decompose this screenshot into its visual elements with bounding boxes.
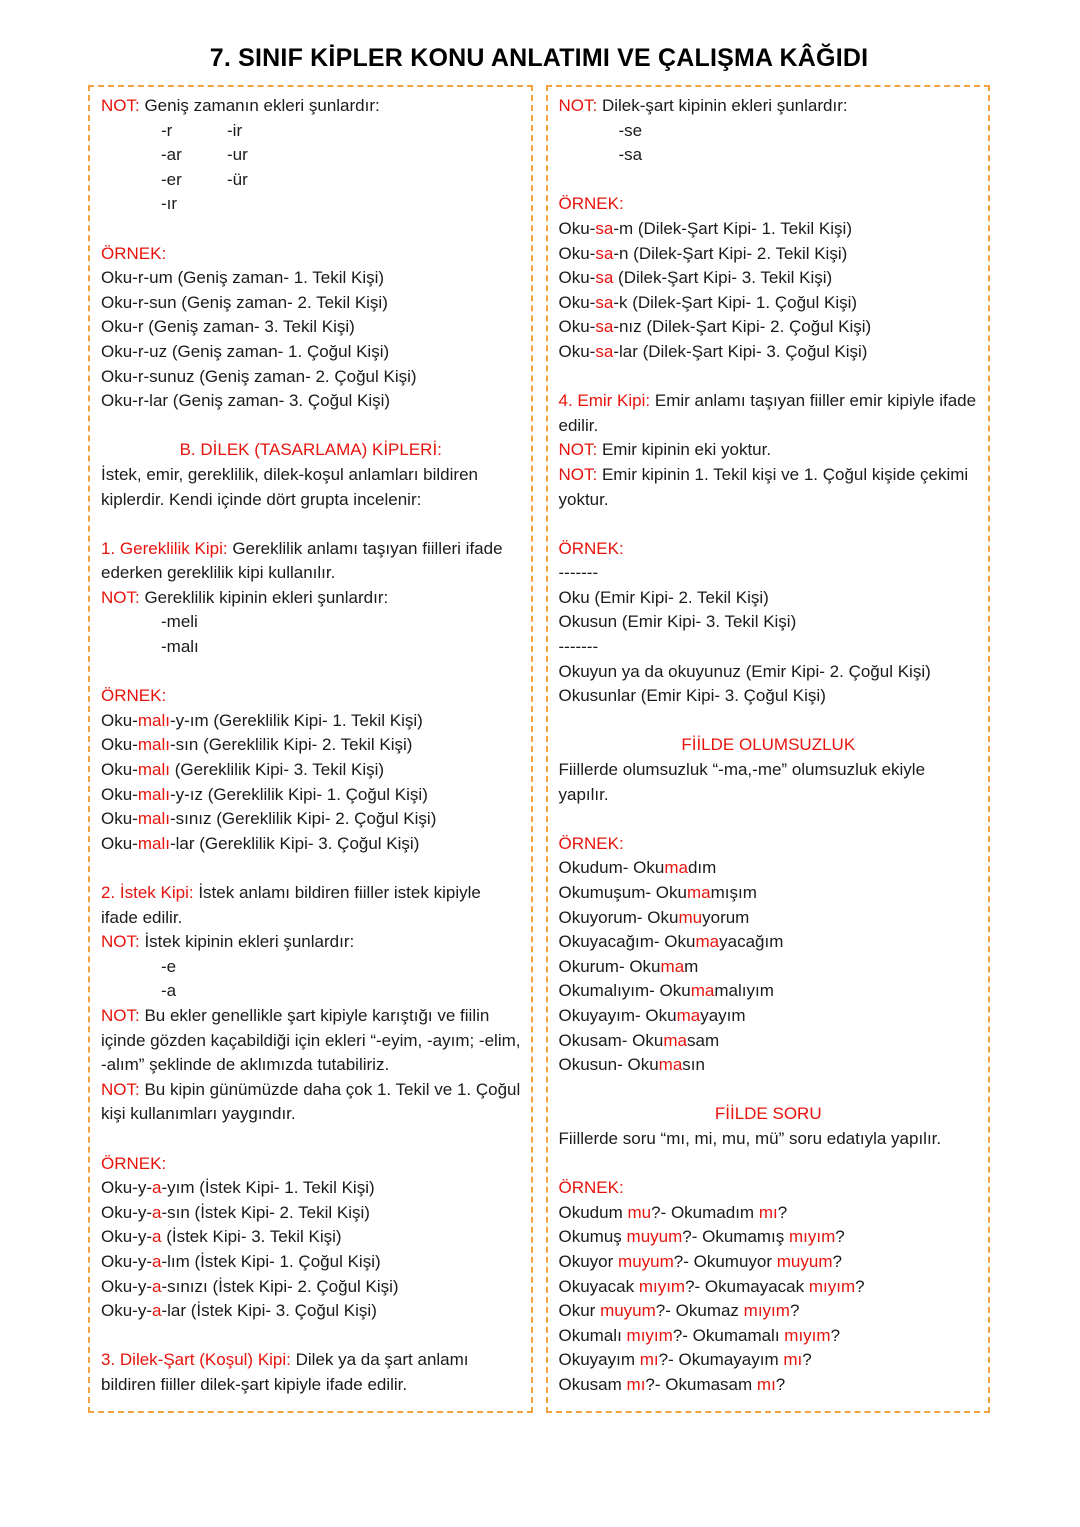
highlighted-text: malı	[137, 809, 170, 829]
plain-text: İstek anlamı bildiren fiiller istek kipiyle ifade edilir.	[101, 883, 486, 927]
plain-text: yacağım	[719, 932, 784, 952]
plain-text: Fiillerde olumsuzluk “-ma,-me” olumsuzluk ekiyle yapılır.	[558, 760, 930, 804]
highlighted-text: NOT:	[101, 932, 140, 952]
highlighted-text: ÖRNEK:	[558, 538, 624, 558]
text-line	[101, 242, 521, 267]
blank-line	[101, 660, 521, 685]
highlighted-text: malı	[137, 833, 170, 853]
text-line	[559, 119, 979, 144]
text-line	[101, 168, 521, 193]
highlighted-text: mıyım	[638, 1276, 686, 1296]
plain-text: -y-ız (Gereklilik Kipi- 1. Çoğul Kişi)	[169, 784, 428, 804]
text-line	[559, 733, 979, 758]
text-line	[559, 1225, 979, 1250]
text-line	[559, 758, 979, 807]
text-line	[559, 242, 979, 267]
text-line	[101, 881, 521, 930]
text-line	[101, 709, 521, 734]
plain-text: -ur	[227, 145, 248, 165]
text-line	[101, 463, 521, 512]
text-line	[559, 389, 979, 438]
plain-text: Dilek ya da şart anlamı bildiren fiiller dilek-şart kipiyle ifade edilir.	[101, 1350, 474, 1394]
text-line	[559, 1299, 979, 1324]
text-line	[559, 1201, 979, 1226]
plain-text: m	[684, 956, 699, 976]
plain-text: (Gereklilik Kipi- 3. Tekil Kişi)	[169, 760, 385, 780]
text-line	[101, 119, 521, 144]
text-line	[559, 438, 979, 463]
highlighted-text: malı	[137, 710, 170, 730]
plain-text: ?	[789, 1301, 800, 1321]
plain-text: -e	[161, 956, 177, 976]
blank-line	[101, 1127, 521, 1152]
text-line	[101, 1348, 521, 1397]
plain-text: İstek kipinin ekleri şunlardır:	[139, 932, 355, 952]
text-line	[559, 1127, 979, 1152]
blank-line	[559, 807, 979, 832]
text-line	[101, 610, 521, 635]
highlighted-text: sa	[595, 341, 614, 361]
plain-text: Oku-r (Geniş zaman- 3. Tekil Kişi)	[101, 317, 355, 337]
plain-text: ?- Okumamalı	[672, 1325, 785, 1345]
text-line	[559, 610, 979, 635]
plain-text: -r	[161, 120, 173, 140]
text-line	[559, 1102, 979, 1127]
plain-text: yayım	[700, 1005, 746, 1025]
plain-text: Oku-	[558, 292, 596, 312]
plain-text: -lar (Dilek-Şart Kipi- 3. Çoğul Kişi)	[613, 341, 868, 361]
plain-text: Oku-r-sunuz (Geniş zaman- 2. Çoğul Kişi)	[101, 366, 417, 386]
blank-line	[559, 709, 979, 734]
plain-text: ?- Okumayayım	[658, 1350, 784, 1370]
highlighted-text: a	[152, 1276, 162, 1296]
blank-line	[101, 414, 521, 439]
highlighted-text: ma	[676, 1005, 701, 1025]
text-line	[101, 733, 521, 758]
text-line	[101, 955, 521, 980]
highlighted-text: ma	[664, 858, 688, 878]
text-line	[559, 930, 979, 955]
plain-text: -er	[161, 169, 182, 189]
plain-text: Oku-y-	[101, 1227, 152, 1247]
highlighted-text: 4. Emir Kipi:	[558, 391, 651, 411]
plain-text: ?- Okumasam	[645, 1374, 757, 1394]
text-line	[559, 856, 979, 881]
plain-text: -lım (İstek Kipi- 1. Çoğul Kişi)	[161, 1251, 381, 1271]
plain-text: Oku-	[101, 710, 138, 730]
blank-line	[559, 512, 979, 537]
highlighted-text: 2. İstek Kipi:	[101, 883, 194, 902]
text-line	[101, 315, 521, 340]
plain-text: Bu kipin günümüzde daha çok 1. Tekil ve 1. Çoğul kişi kullanımları yaygındır.	[101, 1079, 526, 1124]
plain-text: Oku-	[101, 760, 138, 780]
plain-text: Oku-r-lar (Geniş zaman- 3. Çoğul Kişi)	[101, 391, 391, 411]
text-line	[101, 438, 521, 463]
plain-text: -sa	[618, 145, 643, 165]
plain-text: Geniş zamanın ekleri şunlardır:	[139, 96, 380, 115]
highlighted-text: mu	[678, 907, 703, 927]
plain-text: Oku-	[558, 243, 596, 263]
plain-text: -sınızı (İstek Kipi- 2. Çoğul Kişi)	[161, 1276, 399, 1296]
plain-text: Okumalı	[558, 1325, 627, 1345]
text-line	[559, 660, 979, 685]
plain-text: Okuyor	[558, 1251, 619, 1271]
text-line	[101, 340, 521, 365]
text-line	[559, 561, 979, 586]
highlighted-text: muyum	[776, 1251, 833, 1271]
text-line	[559, 1029, 979, 1054]
plain-text: İstek, emir, gereklilik, dilek-koşul anlamları bildiren kiplerdir. Kendi içinde dört grupta incelenir:	[101, 464, 483, 509]
plain-text: -malı	[161, 637, 199, 657]
highlighted-text: a	[152, 1251, 162, 1271]
highlighted-text: sa	[595, 292, 614, 312]
highlighted-text: mı	[639, 1350, 659, 1370]
highlighted-text: mıyım	[789, 1227, 836, 1247]
highlighted-text: ÖRNEK:	[101, 686, 167, 706]
text-line	[101, 684, 521, 709]
plain-text: -lar (İstek Kipi- 3. Çoğul Kişi)	[161, 1301, 377, 1321]
highlighted-text: ÖRNEK:	[101, 243, 167, 263]
plain-text: -sın (İstek Kipi- 2. Tekil Kişi)	[161, 1202, 370, 1222]
text-line	[101, 365, 521, 390]
text-line	[101, 1225, 521, 1250]
text-line	[101, 1152, 521, 1177]
plain-text: ?- Okumayacak	[685, 1276, 809, 1296]
text-line	[101, 1299, 521, 1324]
plain-text: Oku-	[101, 833, 138, 853]
plain-text: yorum	[702, 907, 750, 927]
text-line	[559, 266, 979, 291]
plain-text: Gereklilik kipinin ekleri şunlardır:	[139, 587, 389, 607]
plain-text: Okusunlar (Emir Kipi- 3. Çoğul Kişi)	[558, 686, 826, 706]
plain-text: Oku-	[101, 784, 138, 804]
plain-text: (Dilek-Şart Kipi- 3. Tekil Kişi)	[613, 268, 833, 288]
text-line	[559, 192, 979, 217]
text-line	[101, 1250, 521, 1275]
plain-text: Oku (Emir Kipi- 2. Tekil Kişi)	[558, 587, 769, 607]
plain-text: Oku-	[558, 218, 596, 238]
plain-text: -meli	[161, 612, 198, 632]
plain-text: Okudum- Oku	[558, 858, 665, 878]
plain-text: Oku-r-uz (Geniş zaman- 1. Çoğul Kişi)	[101, 341, 390, 361]
plain-text: Oku-	[558, 317, 596, 337]
highlighted-text: muyum	[626, 1227, 683, 1247]
highlighted-text: mı	[758, 1202, 778, 1222]
highlighted-text: malı	[137, 760, 170, 780]
highlighted-text: ÖRNEK:	[101, 1153, 167, 1173]
highlighted-text: NOT:	[558, 464, 598, 484]
plain-text: Okurum- Oku	[558, 956, 661, 976]
plain-text: -ar	[161, 145, 182, 165]
text-line	[559, 586, 979, 611]
plain-text: Okumuş	[558, 1227, 627, 1247]
blank-line	[101, 217, 521, 242]
plain-text: Oku-r-sun (Geniş zaman- 2. Tekil Kişi)	[101, 292, 388, 312]
highlighted-text: a	[152, 1178, 162, 1198]
text-line	[101, 807, 521, 832]
text-line	[559, 955, 979, 980]
plain-text: ?	[832, 1251, 842, 1271]
highlighted-text: FİİLDE OLUMSUZLUK	[681, 735, 856, 755]
text-line	[559, 979, 979, 1004]
plain-text: ?- Okumadım	[651, 1202, 759, 1222]
highlighted-text: B. DİLEK (TASARLAMA) KİPLERİ:	[179, 440, 442, 460]
plain-text: ?	[830, 1325, 841, 1345]
text-line	[559, 635, 979, 660]
plain-text: Okuyorum- Oku	[558, 907, 679, 927]
plain-text: -------	[558, 637, 599, 657]
text-line	[101, 930, 521, 955]
highlighted-text: mı	[783, 1350, 803, 1370]
plain-text: ?	[777, 1202, 788, 1222]
highlighted-text: ÖRNEK:	[558, 194, 624, 214]
text-line	[101, 979, 521, 1004]
plain-text: Gereklilik anlamı taşıyan fiilleri ifade ederken gereklilik kipi kullanılır.	[101, 538, 508, 583]
text-line	[101, 1201, 521, 1226]
highlighted-text: ÖRNEK:	[558, 833, 624, 853]
plain-text: Oku-y-	[101, 1202, 152, 1222]
plain-text: Oku-	[101, 809, 138, 829]
text-line	[101, 1004, 526, 1078]
highlighted-text: ÖRNEK:	[558, 1178, 624, 1198]
plain-text: sın	[682, 1055, 705, 1075]
plain-text: mışım	[710, 883, 757, 902]
text-line	[559, 1275, 979, 1300]
plain-text: -ür	[227, 169, 248, 189]
plain-text: Okuyun ya da okuyunuz (Emir Kipi- 2. Çoğul Kişi)	[558, 661, 931, 681]
plain-text: ?- Okumuyor	[673, 1251, 777, 1271]
highlighted-text: NOT:	[101, 1005, 140, 1025]
text-line	[101, 1275, 521, 1300]
highlighted-text: NOT:	[558, 96, 598, 115]
plain-text: dım	[687, 858, 717, 878]
highlighted-text: NOT:	[558, 440, 598, 460]
plain-text: Oku-y-	[101, 1301, 152, 1321]
highlighted-text: 3. Dilek-Şart (Koşul) Kipi:	[101, 1350, 291, 1370]
highlighted-text: mıyım	[626, 1325, 673, 1345]
plain-text: ?	[775, 1374, 786, 1394]
highlighted-text: ma	[660, 956, 685, 976]
plain-text: Okuyacak	[558, 1276, 639, 1296]
plain-text: Oku-y-	[101, 1276, 152, 1296]
text-line	[101, 94, 521, 119]
highlighted-text: mıyım	[743, 1301, 790, 1321]
plain-text: Emir kipinin eki yoktur.	[597, 440, 772, 460]
plain-text: Okumalıyım- Oku	[558, 981, 691, 1001]
highlighted-text: mu	[627, 1202, 652, 1222]
text-line	[101, 1078, 526, 1127]
plain-text: -lar (Gereklilik Kipi- 3. Çoğul Kişi)	[169, 833, 420, 853]
highlighted-text: ma	[686, 883, 711, 902]
plain-text: Okumuşum- Oku	[558, 883, 687, 902]
two-column-layout	[88, 85, 990, 1413]
highlighted-text: sa	[595, 218, 614, 238]
plain-text: -nız (Dilek-Şart Kipi- 2. Çoğul Kişi)	[613, 317, 872, 337]
highlighted-text: mı	[756, 1374, 776, 1394]
text-line	[559, 1250, 979, 1275]
text-line	[559, 1373, 979, 1398]
blank-line	[559, 365, 979, 390]
text-line	[559, 1324, 979, 1349]
plain-text: malıyım	[714, 981, 774, 1001]
plain-text: -n (Dilek-Şart Kipi- 2. Tekil Kişi)	[613, 243, 848, 263]
text-line	[101, 143, 521, 168]
plain-text: Dilek-şart kipinin ekleri şunlardır:	[597, 96, 848, 115]
plain-text: Oku-y-	[101, 1251, 152, 1271]
plain-text: ?	[855, 1276, 865, 1296]
highlighted-text: NOT:	[101, 587, 140, 607]
highlighted-text: sa	[595, 243, 614, 263]
plain-text: -------	[558, 563, 599, 583]
text-line	[559, 315, 979, 340]
blank-line	[559, 1078, 979, 1103]
text-line	[559, 463, 979, 512]
text-line	[101, 291, 521, 316]
text-line	[559, 94, 979, 119]
highlighted-text: muyum	[600, 1301, 656, 1321]
text-line	[559, 537, 979, 562]
plain-text: Oku-	[558, 341, 596, 361]
blank-line	[101, 512, 521, 537]
text-line	[101, 266, 521, 291]
highlighted-text: a	[152, 1301, 162, 1321]
blank-line	[101, 1324, 521, 1349]
text-line	[101, 783, 521, 808]
plain-text: -k (Dilek-Şart Kipi- 1. Çoğul Kişi)	[613, 292, 858, 312]
highlighted-text: malı	[137, 784, 170, 804]
plain-text: -ir	[227, 120, 243, 140]
plain-text: Fiillerde soru “mı, mi, mu, mü” soru edatıyla yapılır.	[558, 1128, 942, 1148]
highlighted-text: ma	[695, 932, 720, 952]
plain-text: -y-ım (Gereklilik Kipi- 1. Tekil Kişi)	[169, 710, 423, 730]
plain-text: sam	[686, 1030, 720, 1050]
plain-text: Okusam	[558, 1374, 627, 1394]
plain-text: Okudum	[558, 1202, 628, 1222]
plain-text: Okusun- Oku	[558, 1055, 659, 1075]
plain-text: -yım (İstek Kipi- 1. Tekil Kişi)	[161, 1178, 375, 1198]
plain-text: ?	[802, 1350, 812, 1370]
highlighted-text: ma	[690, 981, 715, 1001]
highlighted-text: ma	[663, 1030, 687, 1050]
text-line	[559, 684, 979, 709]
plain-text: (İstek Kipi- 3. Tekil Kişi)	[161, 1227, 342, 1247]
plain-text: -se	[618, 120, 643, 140]
blank-line	[559, 168, 979, 193]
text-line	[101, 192, 521, 217]
text-line	[559, 1176, 979, 1201]
plain-text: Oku-	[101, 735, 138, 755]
text-line	[101, 537, 521, 586]
plain-text: Okusun (Emir Kipi- 3. Tekil Kişi)	[558, 612, 797, 632]
highlighted-text: NOT:	[101, 96, 140, 115]
highlighted-text: FİİLDE SORU	[714, 1104, 822, 1124]
text-line	[101, 758, 521, 783]
text-line	[101, 586, 521, 611]
plain-text: ?	[835, 1227, 845, 1247]
plain-text: Okuyacağım- Oku	[558, 932, 696, 952]
highlighted-text: NOT:	[101, 1079, 140, 1099]
highlighted-text: sa	[595, 268, 614, 288]
highlighted-text: mı	[626, 1374, 646, 1394]
highlighted-text: a	[152, 1227, 162, 1247]
highlighted-text: 1. Gereklilik Kipi:	[101, 538, 228, 558]
text-line	[559, 881, 979, 906]
text-line	[101, 832, 521, 857]
plain-text: -a	[161, 981, 177, 1001]
text-line	[559, 143, 979, 168]
highlighted-text: malı	[137, 735, 170, 755]
blank-line	[101, 856, 521, 881]
plain-text: Okur	[558, 1301, 601, 1321]
highlighted-text: muyum	[618, 1251, 674, 1271]
plain-text: Okuyayım- Oku	[558, 1005, 677, 1025]
plain-text: -ır	[161, 194, 178, 214]
left-panel	[88, 85, 533, 1413]
highlighted-text: ma	[658, 1055, 683, 1075]
text-line	[559, 906, 979, 931]
plain-text: -sın (Gereklilik Kipi- 2. Tekil Kişi)	[169, 735, 413, 755]
plain-text: Okusam- Oku	[558, 1030, 664, 1050]
plain-text: Bu ekler genellikle şart kipiyle karıştığı ve fiilin içinde gözden kaçabildiği için ekleri “-eyim, -ayım; -elim, -alım” şeklinde de aklımızda tutabiliriz.	[101, 1005, 526, 1075]
text-line	[559, 832, 979, 857]
text-line	[559, 1053, 979, 1078]
plain-text: -m (Dilek-Şart Kipi- 1. Tekil Kişi)	[613, 218, 852, 238]
text-line	[559, 291, 979, 316]
text-line	[101, 635, 521, 660]
right-panel	[546, 85, 991, 1413]
highlighted-text: sa	[595, 317, 614, 337]
page-title: 7. SINIF KİPLER KONU ANLATIMI VE ÇALIŞMA KÂĞIDI	[209, 44, 869, 72]
plain-text: Okuyayım	[558, 1350, 640, 1370]
plain-text: -sınız (Gereklilik Kipi- 2. Çoğul Kişi)	[169, 809, 437, 829]
plain-text: Emir kipinin 1. Tekil kişi ve 1. Çoğul kişide çekimi yoktur.	[558, 464, 973, 509]
text-line	[559, 340, 979, 365]
text-line	[101, 389, 521, 414]
blank-line	[559, 1152, 979, 1177]
plain-text: ?- Okumamış	[682, 1227, 790, 1247]
highlighted-text: mıyım	[808, 1276, 856, 1296]
highlighted-text: mıyım	[784, 1325, 831, 1345]
text-line	[559, 1348, 979, 1373]
plain-text: Oku-	[558, 268, 596, 288]
plain-text: ?- Okumaz	[655, 1301, 744, 1321]
plain-text: Oku-r-um (Geniş zaman- 1. Tekil Kişi)	[101, 268, 385, 288]
text-line	[101, 1176, 521, 1201]
highlighted-text: a	[152, 1202, 162, 1222]
plain-text: Oku-y-	[101, 1178, 152, 1198]
plain-text: Emir anlamı taşıyan fiiller emir kipiyle ifade edilir.	[558, 391, 981, 435]
text-line	[559, 217, 979, 242]
text-line	[559, 1004, 979, 1029]
